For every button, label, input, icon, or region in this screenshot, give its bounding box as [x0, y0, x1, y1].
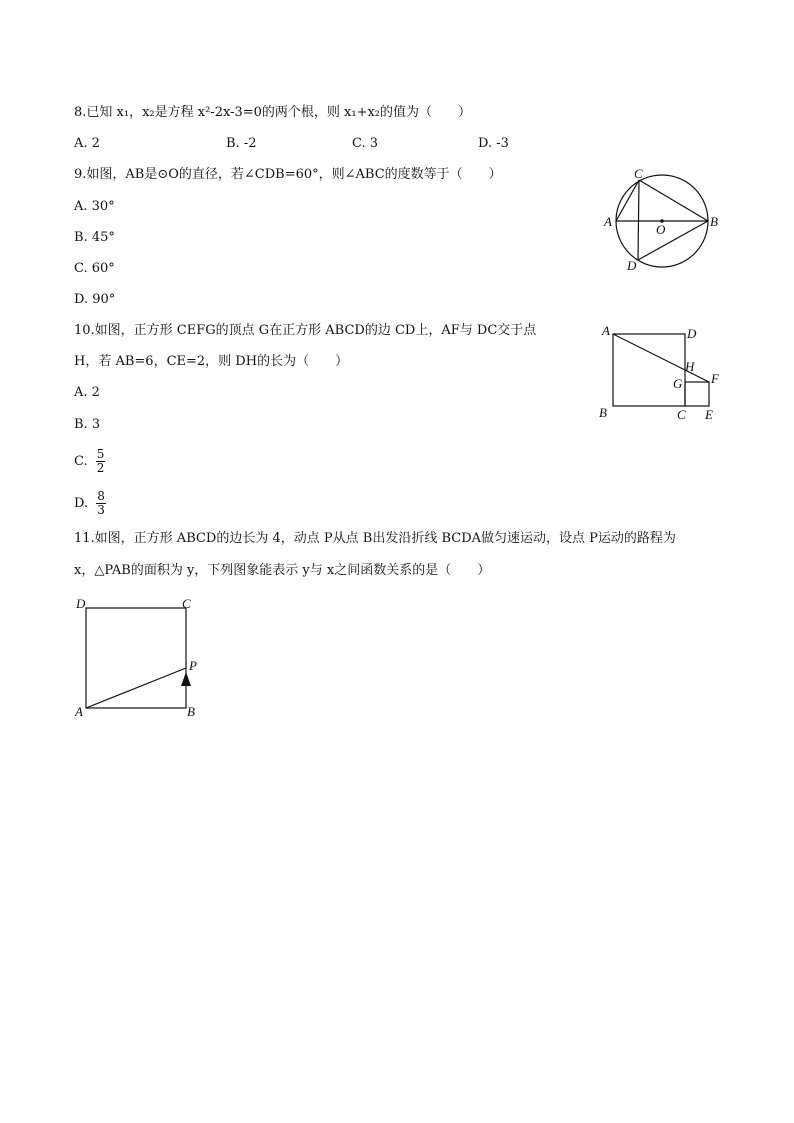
- q10-option-d-fraction: [96, 490, 106, 517]
- label-c: C: [634, 166, 643, 181]
- segment-db: [638, 221, 708, 260]
- label-b: B: [710, 214, 718, 229]
- q10-stem-line-2: H，若 AB=6，CE=2，则 DH的长为（ ）: [74, 354, 349, 369]
- label-d: D: [627, 258, 637, 273]
- q10-option-b: B. 3: [74, 417, 101, 432]
- label-d: D: [76, 596, 86, 611]
- label-h: H: [685, 359, 695, 374]
- label-b: B: [187, 704, 195, 719]
- label-p: P: [189, 658, 197, 673]
- fraction-denominator: 2: [96, 461, 105, 475]
- q10-option-c: [74, 448, 105, 475]
- segment-af: [613, 334, 709, 382]
- q9-option-a: A. 30°: [74, 199, 115, 214]
- segment-cb: [639, 180, 708, 221]
- label-g: G: [673, 376, 683, 391]
- label-o: O: [656, 222, 666, 237]
- label-b: B: [599, 405, 607, 420]
- q9-option-c: C. 60°: [74, 261, 115, 276]
- label-f: F: [711, 371, 719, 386]
- fraction-numerator: 5: [96, 447, 105, 461]
- segment-cd: [638, 180, 639, 260]
- arrow-up-icon: [181, 672, 191, 686]
- q10-option-d-label: D.: [74, 496, 89, 511]
- q9-option-b: B. 45°: [74, 230, 115, 245]
- segment-ap: [86, 668, 186, 708]
- q8-option-a: A. 2: [74, 136, 100, 151]
- q10-option-c-label: C.: [74, 454, 88, 469]
- q11-square-figure: [70, 592, 210, 722]
- label-c: C: [182, 596, 191, 611]
- label-a: A: [75, 704, 83, 719]
- label-a: A: [602, 323, 610, 338]
- q9-stem: 9.如图，AB是⊙O的直径，若∠CDB=60°，则∠ABC的度数等于（ ）: [74, 167, 502, 182]
- label-a: A: [604, 214, 612, 229]
- fraction-numerator: 8: [97, 489, 105, 503]
- q11-stem-line-1: 11.如图，正方形 ABCD的边长为 4，动点 P从点 B出发沿折线 BCDA做匀速运动，设点 P运动的路程为: [74, 531, 676, 546]
- square-cefg: [685, 382, 709, 406]
- segment-ac: [616, 180, 639, 221]
- q10-stem-line-1: 10.如图，正方形 CEFG的顶点 G在正方形 ABCD的边 CD上，AF与 DC交于点: [74, 323, 537, 338]
- q11-stem-line-2: x，△PAB的面积为 y，下列图象能表示 y与 x之间函数关系的是（ ）: [74, 563, 491, 578]
- q10-squares-figure: [595, 322, 725, 427]
- square-abcd: [613, 334, 685, 406]
- q10-option-a: A. 2: [74, 385, 100, 400]
- label-e: E: [705, 407, 713, 422]
- label-c: C: [677, 407, 686, 422]
- q8-stem: 8.已知 x₁，x₂是方程 x²-2x-3=0的两个根，则 x₁+x₂的值为（ ）: [74, 105, 472, 120]
- q8-option-d: D. -3: [478, 136, 509, 151]
- q8-option-c: C. 3: [352, 136, 379, 151]
- q8-option-b: B. -2: [226, 136, 257, 151]
- square-abcd: [86, 608, 186, 708]
- fraction-denominator: 3: [97, 503, 105, 517]
- q9-circle-figure: [600, 165, 730, 280]
- label-d: D: [687, 326, 697, 341]
- q10-option-d: [74, 490, 106, 517]
- q9-option-d: D. 90°: [74, 292, 116, 307]
- q10-option-c-fraction: [96, 448, 106, 475]
